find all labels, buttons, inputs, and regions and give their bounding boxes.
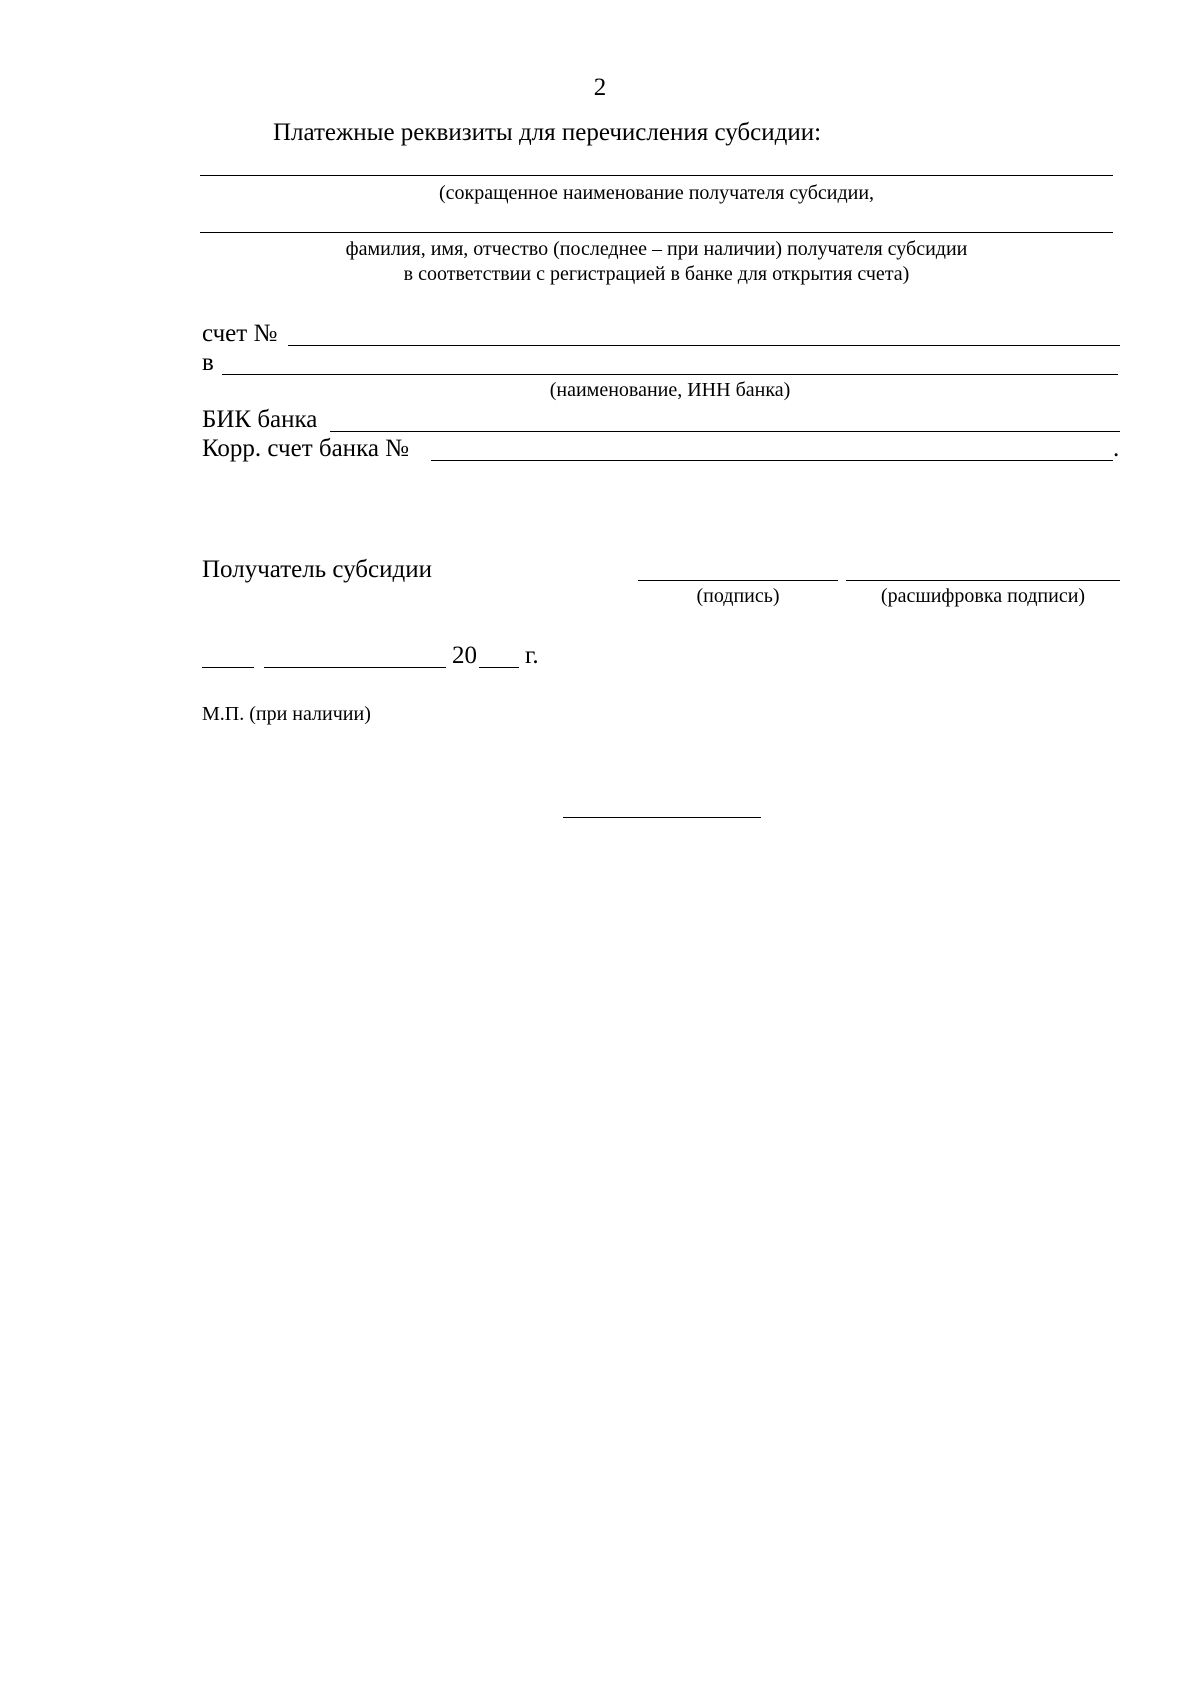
date-year-prefix: 20: [452, 642, 477, 669]
account-label: счет №: [202, 320, 278, 347]
signature-caption: (подпись): [696, 585, 780, 607]
separator-line: [563, 817, 761, 818]
recipient-caption-1: (сокращенное наименование получателя субсидии,: [438, 182, 875, 204]
signature-decode-caption: (расшифровка подписи): [880, 585, 1086, 607]
corr-label: Корр. счет банка №: [202, 435, 410, 462]
bank-field[interactable]: [222, 374, 1118, 375]
signature-decode-field[interactable]: [846, 580, 1120, 581]
corr-field[interactable]: [431, 460, 1113, 461]
page-number: 2: [593, 74, 607, 101]
recipient-caption-3: в соответствии с регистрацией в банке для открытия счета): [403, 263, 910, 285]
stamp-note: М.П. (при наличии): [202, 703, 371, 725]
date-month-field[interactable]: [264, 667, 446, 668]
date-day-field[interactable]: [202, 667, 254, 668]
recipient-caption-2: фамилия, имя, отчество (последнее – при наличии) получателя субсидии: [345, 238, 968, 260]
recipient-name-field-1[interactable]: [200, 175, 1113, 176]
bik-field[interactable]: [330, 431, 1120, 432]
signature-field[interactable]: [638, 580, 838, 581]
account-field[interactable]: [288, 345, 1120, 346]
signature-label: Получатель субсидии: [202, 556, 432, 583]
date-year-field[interactable]: [479, 667, 519, 668]
corr-end-mark: .: [1113, 435, 1120, 462]
bank-prefix: в: [202, 349, 214, 376]
recipient-name-field-2[interactable]: [200, 232, 1113, 233]
date-year-suffix: г.: [525, 642, 539, 669]
document-heading: Платежные реквизиты для перечисления субсидии:: [273, 119, 822, 146]
bank-caption: (наименование, ИНН банка): [549, 379, 791, 401]
bik-label: БИК банка: [202, 406, 318, 433]
